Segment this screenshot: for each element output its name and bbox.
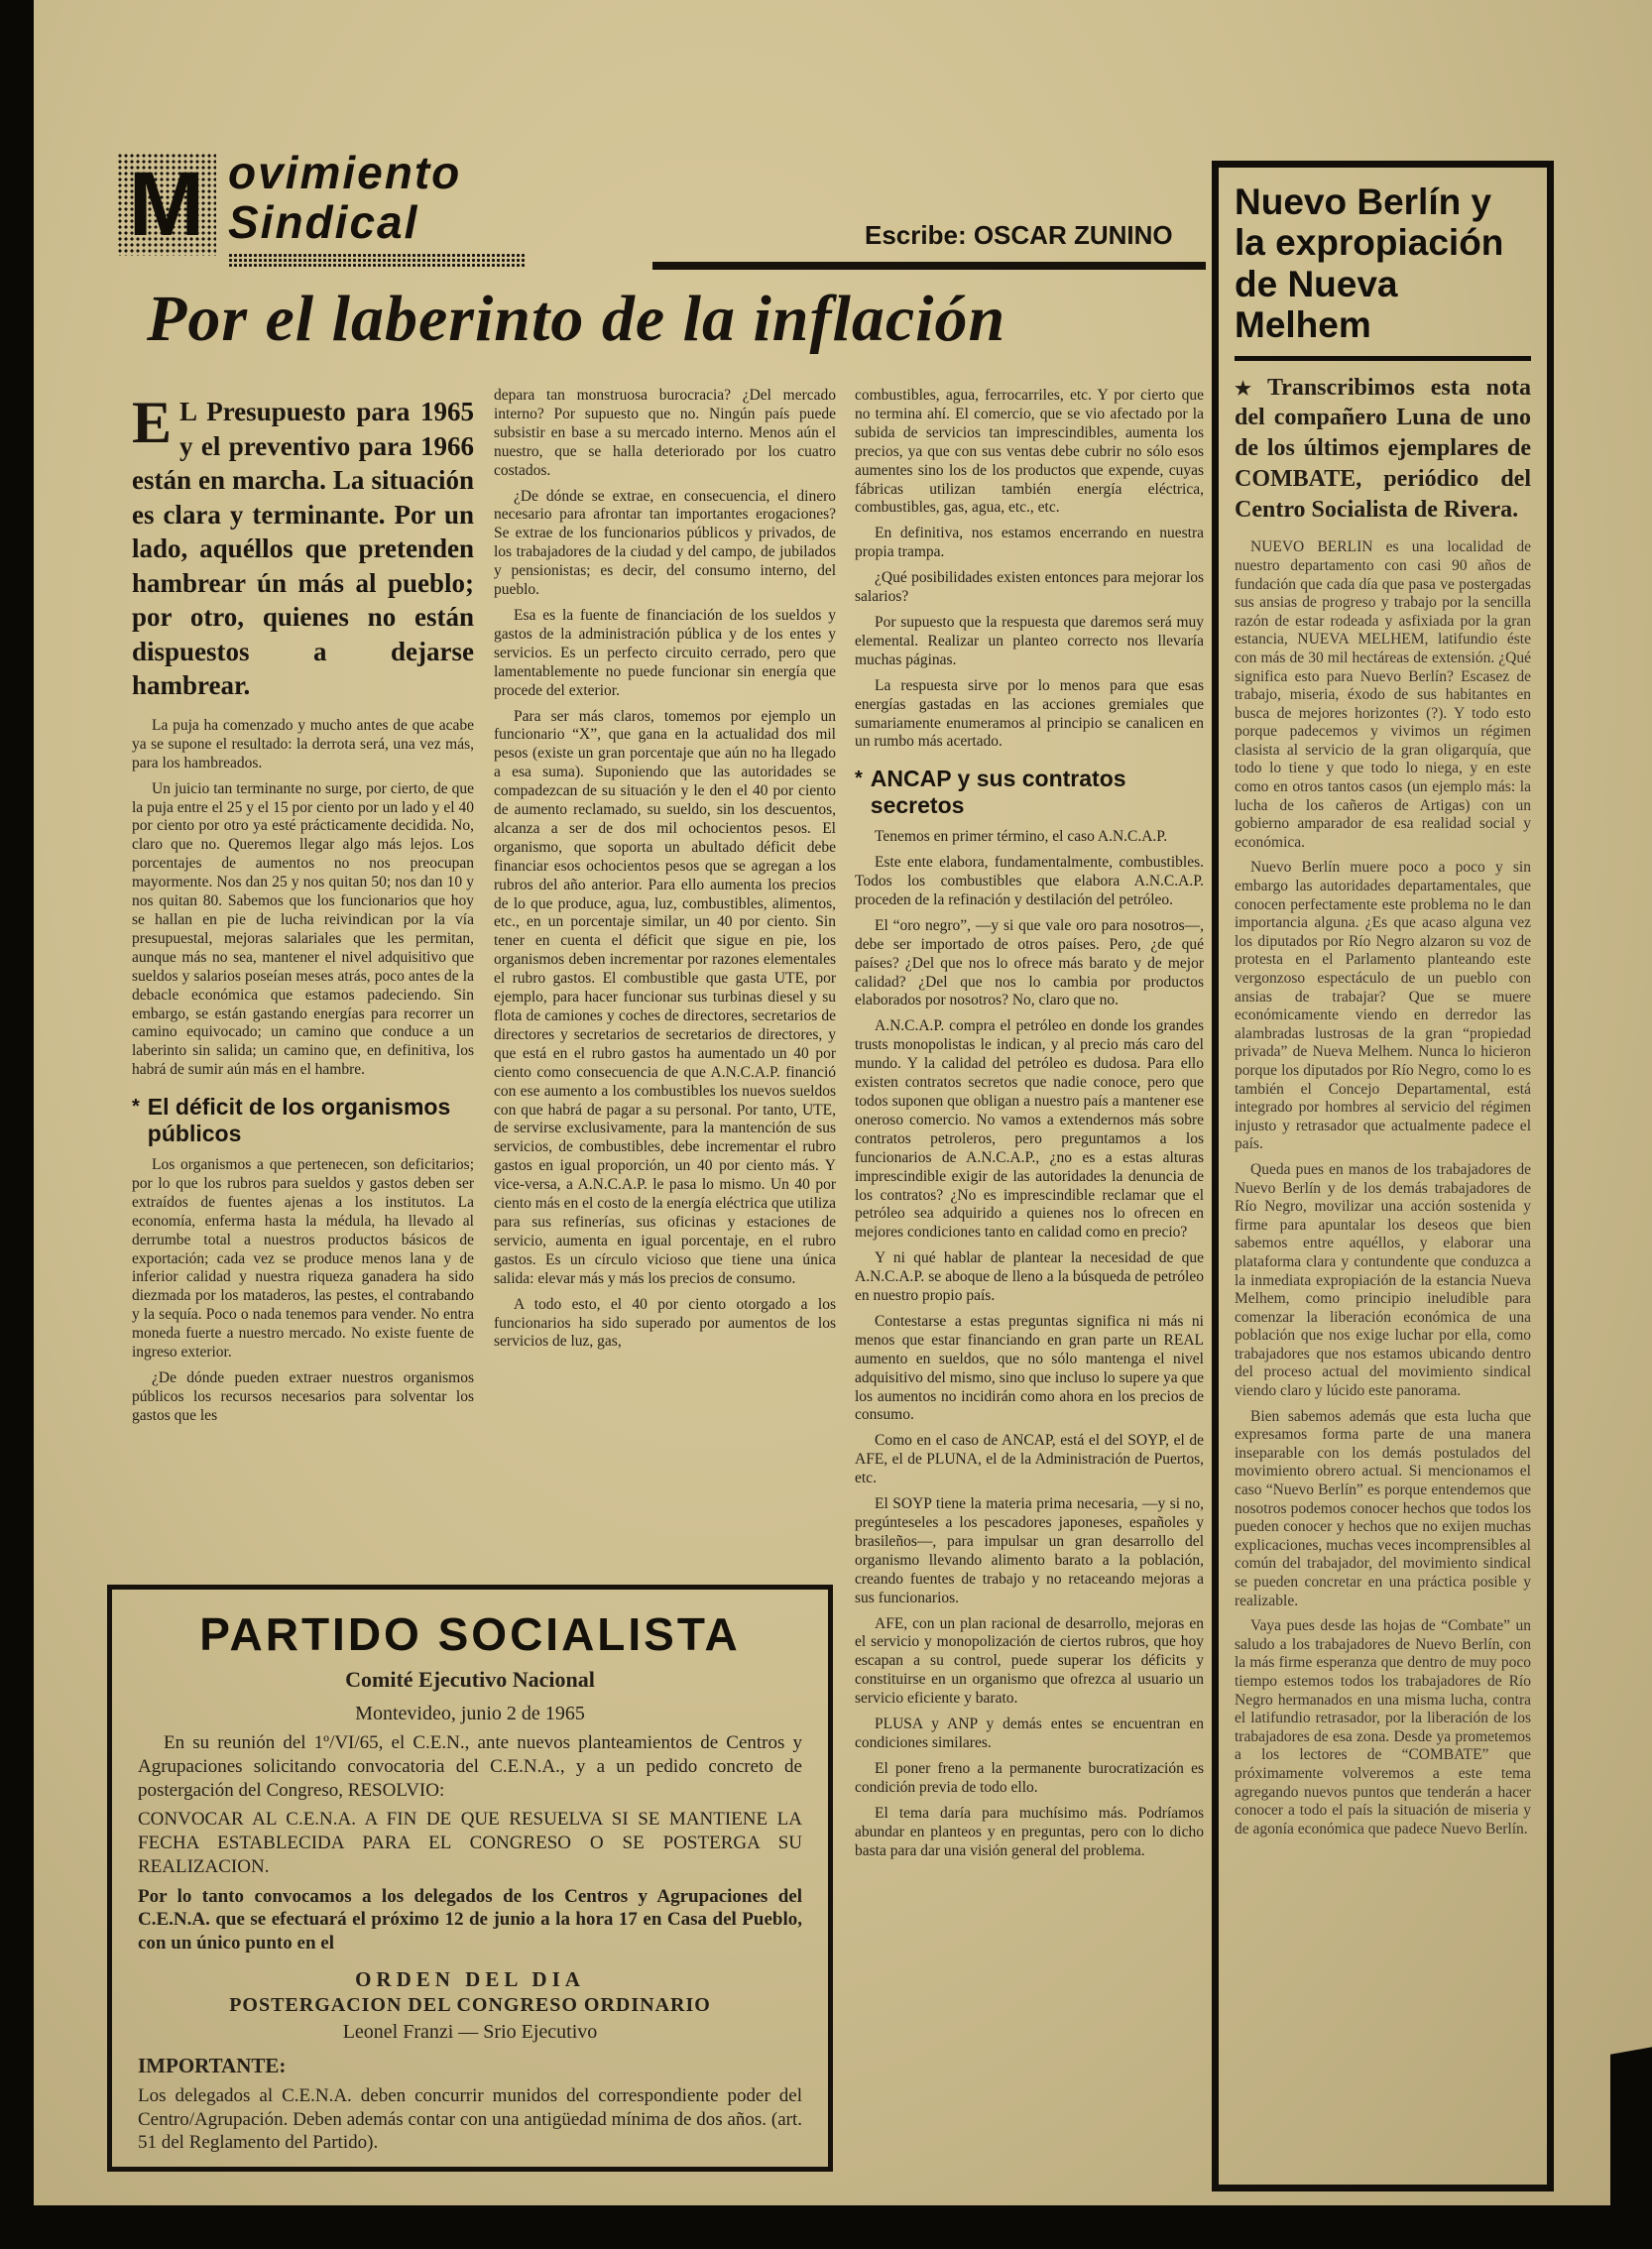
paragraph: Contestarse a estas preguntas significa ni más ni menos que estar financiando en gran parte un REAL aumento en sueldos, que no sólo mantenga el nivel adquisitivo del mismo, sino que incluso lo supere ya que los aumentos no incidirán como ahora en los precios de consumo. [855,1312,1204,1424]
masthead-words [228,149,526,269]
paragraph: Nuevo Berlín muere poco a poco y sin embargo las autoridades departamentales, que conocen perfectamente este problema no le dan importancia alguna. ¿Es que acaso alguna vez los diputados por Río Negro alzaron su voz de protesta en el Parlamento planteando este vergonzoso espectáculo de un pueblo con ansias de trabajar? Que se muere económicamente viendo en derredor las alambradas lustrosas de la gran “propiedad privada” de Nueva Melhem. Nunca lo hicieron porque los diputados por Río Negro, como lo es también el Concejo Departamental, está integrado por hombres al servicio del régimen injusto y retrasador que actualmente padece el país. [1235,859,1531,1153]
sidebar-nuevo-berlin [1212,161,1554,2191]
paragraph: PLUSA y ANP y demás entes se encuentran en condiciones similares. [855,1716,1204,1751]
sidebar-headline [1235,181,1531,346]
sidebar-headline-line: de Nueva Melhem [1235,263,1398,346]
asterisk-bullet: * [855,768,863,790]
column-1 [132,395,474,1573]
paragraph: El SOYP tiene la materia prima necesaria, —y si no, pregúnteseles a los pescadores japoneses, españoles y brasileños—, para impulsar un gran desarrollo del organismo llevando alimento barato a la población, creando fuentes de trabajo y no retaceando mejoras a sus funcionarios. [855,1495,1204,1606]
paragraph: Este ente elabora, fundamentalmente, combustibles. Todos los combustibles que elabora A.N.C.A.P. proceden de la refinación y destilación del petróleo. [855,854,1204,908]
important-text: Los delegados al C.E.N.A. deben concurrir munidos del correspondiente poder del Centro/Agrupación. Deben además contar con una antigüedad mínima de dos años. (art. 51 del Reglamento del Partido). [138,2084,802,2154]
masthead-word-movimiento: ovimiento [228,147,462,198]
notice-resolution: CONVOCAR AL C.E.N.A. A FIN DE QUE RESUELVA SI SE MANTIENE LA FECHA ESTABLECIDA PARA EL CONGRESO O SE POSTERGA SU REALIZACION. [138,1809,802,1877]
paragraph: Y ni qué hablar de plantear la necesidad de que A.N.C.A.P. se aboque de lleno a la búsqueda de petróleo en nuestro propio país. [855,1249,1204,1305]
scan-edge-corner [1610,2047,1652,2222]
paragraph: La puja ha comenzado y mucho antes de que acabe ya se supone el resultado: la derrota será, una vez más, para los hambreados. [132,716,474,771]
sidebar-intro-text: Transcribimos esta nota del compañero Luna de uno de los últimos ejemplares de COMBATE, periódico del Centro Socialista de Rivera. [1235,374,1531,523]
notice-title: PARTIDO SOCIALISTA [199,1608,741,1660]
paragraph: Tenemos en primer término, el caso A.N.C.A.P. [875,828,1168,846]
paragraph: Como en el caso de ANCAP, está el del SOYP, el de AFE, el de PLUNA, el de la Administración de Puertos, etc. [855,1432,1204,1487]
masthead-m-logo [117,153,216,256]
halftone-band [228,253,526,269]
paragraph: En definitiva, nos estamos encerrando en nuestra propia trampa. [855,525,1204,561]
lead-text: L Presupuesto para 1965 y el preventivo para 1966 están en marcha. La situación es clara y terminante. Por un lado, aquéllos que pretenden hambrear ún más al pueblo; por otro, quienes no están dispuestos a dejarse hambrear. [132,397,474,701]
notice-paragraph: Por lo tanto convocamos a los delegados de los Centros y Agrupaciones del C.E.N.A. que se efectuará el próximo 12 de junio a la hora 17 en Casa del Pueblo, con un único punto en el [138,1885,802,1953]
lead-paragraph [132,395,474,703]
star-icon: ★ [1235,378,1261,400]
paragraph: Queda pues en manos de los trabajadores de Nuevo Berlín y de los demás trabajadores de Río Negro, movilizar una acción sostenida y firme para apuntalar los deseos que bien sabemos entre aquéllos, y elaborar una plataforma clara y contundente que conduzca a la inmediata expropiación de la estancia Nueva Melhem, como principio ineludible para comenzar la liberación económica de una población que nos exige luchar por ella, como trabajadores que nos estamos ubicando dentro del proceso actual del movimiento sindical viendo claro y lúcido este panorama. [1235,1160,1531,1400]
paragraph: El tema daría para muchísimo más. Podríamos abundar en planteos y en preguntas, pero con lo dicho basta para dar una visión general del problema. [855,1804,1204,1859]
paragraph: NUEVO BERLIN es una localidad de nuestro departamento con casi 90 años de fundación que cada día que pasa ve postergadas sus ansias de progreso y trabajo por la sencilla razón de estar rodeada y asfixiada por la gran estancia, NUEVA MELHEM, latifundio éste con más de 30 mil hectáreas de extensión. ¿Qué significa esto para Nuevo Berlín? Escasez de trabajo, miseria, éxodo de sus habitantes en busca de mejores horizontes (?). Y todo esto porque padecemos y vivimos un régimen clasista al servicio de la gran oligarquía, que todo lo tiene y que todo lo niega, y en este como en otros tantos casos (un ejemplo más: la lucha de los cañeros de Artigas) con un gobierno amparador de esa realidad social y económica. [1235,538,1531,851]
sidebar-headline-line: la expropiación [1235,222,1504,264]
paragraph: Vaya pues desde las hojas de “Combate” un saludo a los trabajadores de Nuevo Berlín, con la más firme esperanza que dentro de muy poco tiempo estemos todos los trabajadores de Río Negro hermanados en una misma lucha, contra el latifundio retrasador, por la liberación de los trabajadores de esa zona. Desde ya prometemos a los lectores de “COMBATE” que próximamente volveremos a este tema agregando nuevos puntos que tenderán a hacer conocer a todo el país la situación de miseria y de agonía económica que padece Nuevo Berlín. [1235,1617,1531,1837]
paragraph: A todo esto, el 40 por ciento otorgado a los funcionarios ha sido superado por aumentos de los servicios de luz, gas, [494,1295,836,1351]
orden-del-dia-heading: ORDEN DEL DIA [355,1966,585,1991]
scan-edge-left [0,0,34,2249]
sidebar-intro [1235,373,1531,526]
partido-socialista-notice [107,1585,833,2172]
column-2 [494,387,836,1573]
paragraph: Por supuesto que la respuesta que daremos será muy elemental. Realizar un planteo correcto nos llevaría muchas páginas. [855,613,1204,668]
masthead [117,149,672,288]
paragraph: Un juicio tan terminante no surge, por cierto, de que la puja entre el 25 y el 15 por ciento por un lado y el 40 por ciento por otro ya esté prácticamente decidida. No, claro que no. Queremos llegar algo más lejos. Los porcentajes de aumentos no nos preocupan mayormente. Nos dan 25 y nos quitan 50; nos dan 10 y nos quitan 80. Sabemos que los funcionarios que hoy se hallan en pie de lucha reivindican por la vía presupuestal, mejoras salariales que les permitan, aunque más no sea, mantener el nivel adquisitivo que sueldos y salarios poseían meses atrás, poco antes de la debacle económica que estamos padeciendo. Sin embargo, se están gastando energías para recorrer un camino equivocado; un camino que conduce a un laberinto sin salida; un camino que, en definitiva, los habrá de sumir aún más en el hambre. [132,779,474,1079]
paragraph: A.N.C.A.P. compra el petróleo en donde los grandes trusts monopolistas le indican, y al precio más caro del mundo. Y la calidad del petróleo es dudosa. Para ello existen contratos secretos que nadie conoce, pero que todos suponen que obligan a nuestro país a mantener ese oneroso comercio. No vamos a extendernos más sobre contratos petroleros, pero preguntamos a los funcionarios de A.N.C.A.P., ¿no es a estas alturas imprescindible exigir de las autoridades la denuncia de los contratos? ¿No es imprescindible reclamar que el petróleo sea adquirido a quienes nos lo ofrecen en mejores condiciones tanto en calidad como en precio? [855,1017,1204,1242]
notice-paragraph: En su reunión del 1º/VI/65, el C.E.N., ante nuevos planteamientos de Centros y Agrupaciones solicitando convocatoria del C.E.N.A., y a un pedido concreto de postergación del Congreso, RESOLVIO: [138,1732,802,1801]
paragraph: El poner freno a la permanente burocratización es condición previa de todo ello. [855,1759,1204,1796]
dropcap: E [132,395,173,455]
sidebar-body [1235,538,1531,1838]
asterisk-bullet: * [132,1096,140,1119]
masthead-initial: M [128,154,205,255]
paragraph: ¿Qué posibilidades existen entonces para mejorar los salarios? [855,569,1204,606]
sidebar-rule [1235,356,1531,361]
column-3 [855,387,1204,2174]
paragraph: AFE, con un plan racional de desarrollo, mejoras en el servicio y monopolización de ciertos rubros, que hoy escapan a su control, puede superar los déficits y constituirse en un organismo que ofrezca al usuario un servicio eficiente y barato. [855,1614,1204,1708]
paragraph: ¿De dónde pueden extraer nuestros organismos públicos los recursos necesarios para solventar los gastos que les [132,1368,474,1424]
important-label: IMPORTANTE: [138,2053,287,2077]
subhead-ancap [855,766,1204,818]
notice-dateline: Montevideo, junio 2 de 1965 [355,1703,585,1724]
paragraph: Bien sabemos además que esta lucha que expresamos forma parte de una manera inseparable con los demás postulados del movimiento obrero actual. Si mencionamos el caso “Nuevo Berlín” es porque entendemos que nosotros podemos conocer hechos que todos los pueden conocer y hechos que no exijen muchas explicaciones, muchas veces incomprensibles al común del trabajador, del movimiento sindical se pueden concretar en una práctica posible y realizable. [1235,1407,1531,1609]
main-headline: Por el laberinto de la inflación [147,283,1006,355]
paragraph: ¿De dónde se extrae, en consecuencia, el dinero necesario para afrontar tan importantes erogaciones? Se extrae de los funcionarios públicos y privados, de los trabajadores de la ciudad y del campo, de jubilados y pensionistas; es decir, del consumo interno, del pueblo. [494,487,836,599]
sidebar-headline-line: Nuevo Berlín y [1235,181,1492,222]
notice-subtitle: Comité Ejecutivo Nacional [345,1667,595,1692]
paragraph: La respuesta sirve por lo menos para que esas energías gastadas en las acciones gremiales que sumariamente enumeramos al principio se canalicen en un rumbo más acertado. [855,676,1204,751]
orden-del-dia-item: POSTERGACION DEL CONGRESO ORDINARIO [229,1993,711,2016]
paragraph: El “oro negro”, —y si que vale oro para nosotros—, debe ser importado de otros países. Pero, ¿de qué países? ¿Del que nos lo ofrece más barato y de mejor calidad? ¿Del que nos lo cambia por productos elaborados por nosotros? No, claro que no. [855,916,1204,1009]
scan-edge-bottom [0,2205,1652,2249]
paragraph: depara tan monstruosa burocracia? ¿Del mercado interno? Por supuesto que no. Ningún país puede subsistir en base a su mercado interno. Menos aún el nuestro, que se halla deteriorado por los cuatro costados. [494,387,836,479]
subhead-text: ANCAP y sus contratos secretos [870,766,1126,818]
paragraph: Para ser más claros, tomemos por ejemplo un funcionario “X”, que gana en la actualidad dos mil pesos (existe un gran porcentaje que aún no ha llegado a esa suma). Suponiendo que las autoridades se compadezcan de su situación y le den el 40 por ciento de aumento reclamado, su sueldo, sin los descuentos, alcanza a ser de dos mil ochocientos pesos. El organismo, que soporta un abultado déficit debe financiar esos ochocientos pesos que se agregan a los rubros del año anterior. Para ello aumenta los precios de lo que produce, agua, luz, combustibles, alimentos, etc., en un porcentaje similar, un 40 por ciento. Sin tener en cuenta el déficit que sigue en pie, los organismos deben incrementar por razones elementales el rubro gastos. El combustible que gasta UTE, por ejemplo, para hacer funcionar sus turbinas diesel y su flota de camiones y coches de directores, secretarios de directores y secretarios de secretarios de directores, y que está en el rubro gastos ha aumentado un 40 por ciento como consecuencia de que A.N.C.A.P. financió con ese aumento a los combustibles los nuevos sueldos con que habrá de pagar a su personal. Por tanto, UTE, de servirse exclusivamente, para la mantención de sus servicios, de combustibles, debe incrementar el rubro gastos en igual proporción, un 40 por ciento más. Y vice-versa, a A.N.C.A.P. le pasa lo mismo. Un 40 por ciento más en el costo de la energía eléctrica que utiliza para sus refinerías, sus oficinas y estaciones de servicio, aumenta en igual porcentaje, en el rubro gastos. Es un círculo vicioso que tiene una única salida: elevar más y más los precios de consumo. [494,707,836,1287]
paragraph: combustibles, agua, ferrocarriles, etc. Y por cierto que no termina ahí. El comercio, que se vio afectado por la subida de servicios tan imprescindibles, aumenta los precios, ya que con sus ventas debe cubrir no sólo esos aumentes sino los de los productos que expende, cuyas fábricas utilizan también energía eléctrica, combustibles, gas, agua, etc., etc. [855,387,1204,517]
subhead-deficit [132,1094,474,1146]
paragraph: Los organismos a que pertenecen, son deficitarios; por lo que los rubros para sueldos y gastos deben ser extraídos de fuentes ajenas a los institutos. La economía, enferma hasta la médula, ha llevado al derrumbe total a nuestros productos básicos de exportación; cada vez se produce menos lana y de inferior calidad y nuestra riqueza ganadera ha sido diezmada por los mataderos, las pestes, el contrabando y la sequía. Poco o nada tenemos para vender. No entra moneda fuerte a nuestro mercado. No existe fuente de ingreso exterior. [132,1156,474,1361]
subhead-text: El déficit de los organismos públicos [147,1094,451,1146]
paragraph: Esa es la fuente de financiación de los sueldos y gastos de la administración pública y de los entes y servicios. Es un perfecto circuito cerrado, pero que lamentablemente no puede funcionar sin energía que procede del exterior. [494,606,836,699]
byline: Escribe: OSCAR ZUNINO [865,220,1173,250]
notice-signature: Leonel Franzi — Srio Ejecutivo [342,2020,598,2043]
masthead-word-sindical: Sindical [228,195,419,248]
byline-rule [652,262,1206,270]
